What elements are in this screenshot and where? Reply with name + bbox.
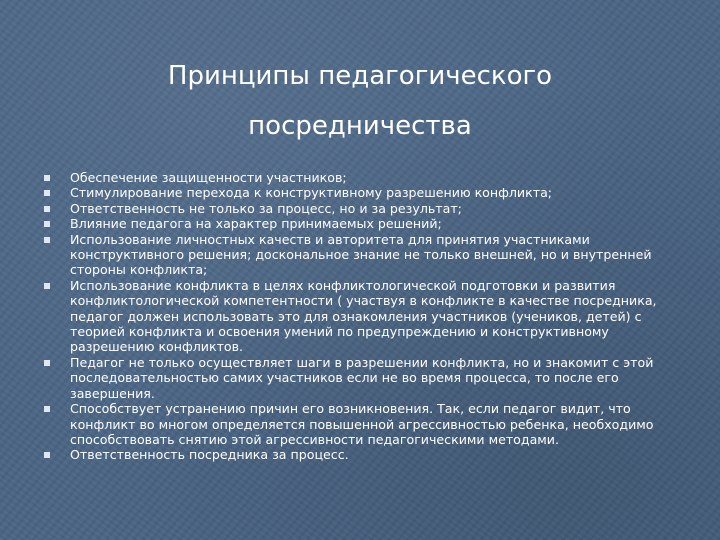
square-bullet-icon <box>44 221 50 227</box>
bullet-text: Способствует устранению причин его возникновения. Так, если педагог видит, что конфликт во многом определяется повышенной агрессивностью ребенка, необходимо способствовать снятию этой агрессивности педагогическими методами. <box>70 401 654 447</box>
square-bullet-icon <box>44 190 50 196</box>
bullet-text: Использование конфликта в целях конфликтологической подготовки и развития конфликтологической компетентности ( участвуя в конфликте в качестве посредника, педагог должен использовать это для ознакомления участников (учеников, детей) с теорией конфликта и освоения умений по предупреждению и конструктивному разрешению конфликтов. <box>70 277 657 355</box>
square-bullet-icon <box>44 360 50 366</box>
bullet-text: Ответственность не только за процесс, но и за результат; <box>70 200 462 216</box>
slide-title <box>0 51 720 151</box>
square-bullet-icon <box>44 237 50 243</box>
bullet-item <box>38 355 690 401</box>
square-bullet-icon <box>44 206 50 212</box>
square-bullet-icon <box>44 452 50 458</box>
bullet-text: Влияние педагога на характер принимаемых решений; <box>70 216 442 232</box>
slide-title-line-1: Принципы педагогического <box>167 61 553 92</box>
bullet-text: Обеспечение защищенности участников; <box>70 170 347 185</box>
slide-title-line-2: посредничества <box>248 111 472 142</box>
square-bullet-icon <box>44 283 50 289</box>
bullet-item <box>38 401 690 447</box>
bullet-item <box>38 447 690 462</box>
bullet-item <box>38 201 690 216</box>
bullet-text: Использование личностных качеств и авторитета для принятия участниками конструктивного решения; доскональное знание не только внешней, но и внутренней стороны конфликта; <box>70 231 652 278</box>
bullet-item <box>38 232 690 278</box>
bullet-item <box>38 278 690 355</box>
bullet-list <box>38 170 690 463</box>
square-bullet-icon <box>44 175 50 181</box>
bullet-text: Стимулирование перехода к конструктивному разрешению конфликта; <box>70 185 553 201</box>
bullet-text: Педагог не только осуществляет шаги в разрешении конфликта, но и знакомит с этой последовательностью самих участников если не во время процесса, то после его завершения. <box>70 354 654 401</box>
bullet-text: Ответственность посредника за процесс. <box>70 447 349 463</box>
square-bullet-icon <box>44 406 50 412</box>
bullet-item <box>38 185 690 200</box>
bullet-item <box>38 216 690 231</box>
bullet-item <box>38 170 690 185</box>
